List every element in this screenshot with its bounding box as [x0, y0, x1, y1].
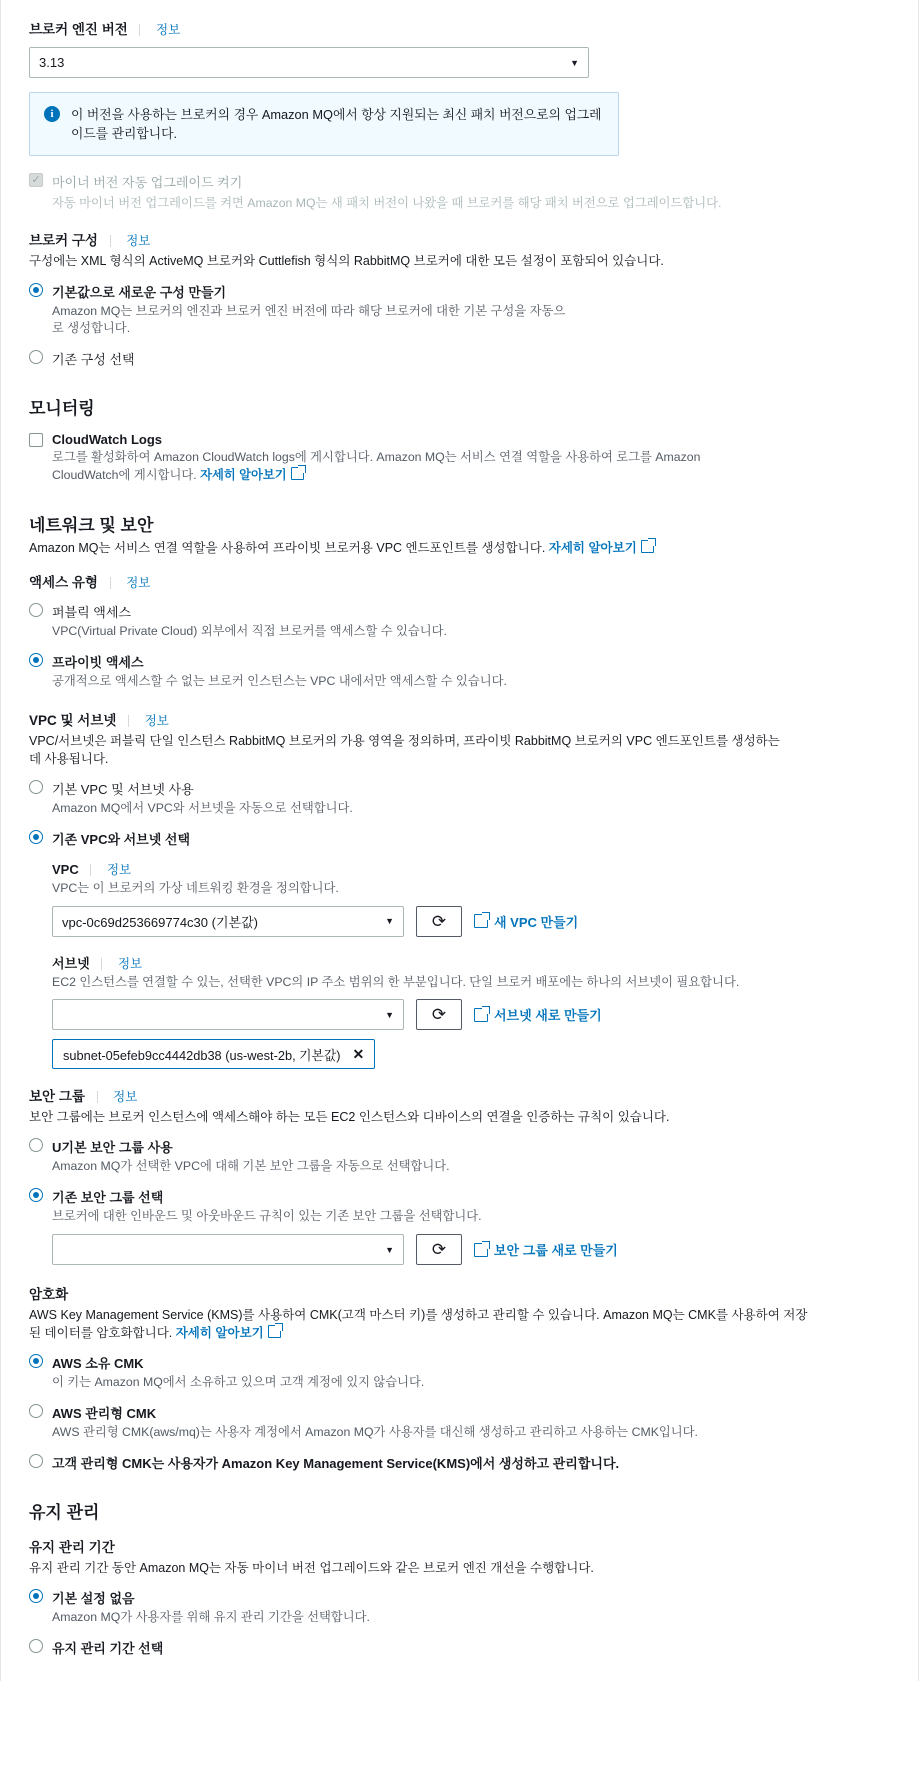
cloudwatch-logs-checkbox[interactable]	[29, 433, 43, 447]
security-group-label: 보안 그룹	[29, 1089, 85, 1105]
chevron-down-icon: ▼	[570, 57, 579, 68]
subnet-field-label: 서브넷	[52, 955, 90, 971]
radio-select-window[interactable]	[29, 1638, 890, 1657]
vpc-field-info-link[interactable]: 정보	[106, 862, 132, 877]
access-type-section	[29, 571, 890, 691]
radio-desc: 이 키는 Amazon MQ에서 소유하고 있으며 고객 계정에 있지 않습니다.	[52, 1375, 425, 1390]
divider	[110, 577, 111, 589]
divider	[97, 1091, 98, 1103]
encryption-desc	[29, 1306, 819, 1342]
access-type-label: 액세스 유형	[29, 574, 98, 590]
subnet-selected-token[interactable]	[52, 1039, 375, 1069]
radio-desc: 브로커에 대한 인바운드 및 아웃바운드 규칙이 있는 기존 보안 그룹을 선택합니다.	[52, 1209, 482, 1224]
network-security-desc	[29, 539, 890, 557]
vpc-refresh-button[interactable]	[416, 906, 462, 937]
radio-label: 기본 설정 없음	[52, 1591, 135, 1607]
radio-label: 기존 보안 그룹 선택	[52, 1190, 164, 1206]
radio-aws-managed-cmk[interactable]	[29, 1403, 890, 1442]
vpc-subnet-section	[29, 709, 890, 1070]
divider	[139, 24, 140, 36]
radio-existing-vpc[interactable]	[29, 829, 890, 848]
radio-icon	[29, 1354, 43, 1368]
radio-icon	[29, 350, 43, 364]
radio-label: 기본값으로 새로운 구성 만들기	[52, 284, 227, 300]
create-security-group-link-label: 보안 그룹 새로 만들기	[494, 1243, 618, 1259]
subnet-field-info-link[interactable]: 정보	[117, 956, 143, 971]
radio-label: 고객 관리형 CMK는 사용자가 Amazon Key Management Service(KMS)에서 생성하고 관리합니다.	[52, 1456, 620, 1472]
radio-icon	[29, 780, 43, 794]
vpc-subnet-desc: VPC/서브넷은 퍼블릭 단일 인스턴스 RabbitMQ 브로커의 가용 영역을 정의하며, 프라이빗 RabbitMQ 브로커의 VPC 엔드포인트를 생성하는 데 사용됩니다.	[29, 733, 780, 766]
radio-private-access[interactable]	[29, 652, 890, 691]
radio-icon	[29, 1188, 43, 1202]
network-security-heading: 네트워크 및 보안	[29, 515, 154, 535]
radio-icon	[29, 1404, 43, 1418]
radio-label: 기본 VPC 및 서브넷 사용	[52, 781, 194, 797]
version-upgrade-callout-text: 이 버전을 사용하는 브로커의 경우 Amazon MQ에서 항상 지원되는 최신 패치 버전으로의 업그레이드를 관리합니다.	[71, 107, 602, 142]
vpc-field-label-row	[52, 860, 890, 878]
radio-icon	[29, 1138, 43, 1152]
broker-configuration-section	[29, 229, 890, 368]
radio-desc: Amazon MQ가 선택한 VPC에 대해 기본 보안 그룹을 자동으로 선택합니다.	[52, 1159, 450, 1174]
radio-icon	[29, 830, 43, 844]
encryption-learn-more-link[interactable]: 자세히 알아보기	[175, 1326, 264, 1341]
radio-icon	[29, 1639, 43, 1653]
subnet-field-group	[52, 953, 890, 1070]
broker-configuration-label: 브로커 구성	[29, 233, 98, 249]
encryption-section	[29, 1283, 890, 1472]
radio-label: 기존 구성 선택	[52, 352, 135, 368]
create-vpc-link-label: 새 VPC 만들기	[494, 914, 579, 930]
auto-minor-upgrade-desc: 자동 마이너 버전 업그레이드를 켜면 Amazon MQ는 새 패치 버전이 나왔을 때 브로커를 해당 패치 버전으로 업그레이드합니다.	[52, 196, 722, 211]
create-vpc-link[interactable]	[474, 912, 578, 931]
broker-engine-version-value: 3.13	[39, 55, 65, 70]
network-learn-more-link[interactable]: 자세히 알아보기	[548, 540, 637, 555]
radio-desc: Amazon MQ에서 VPC와 서브넷을 자동으로 선택합니다.	[52, 800, 353, 815]
vpc-subnet-info-link[interactable]: 정보	[144, 713, 169, 728]
radio-select-existing-config[interactable]	[29, 349, 890, 368]
radio-label: 기존 VPC와 서브넷 선택	[52, 831, 191, 847]
security-group-section	[29, 1085, 890, 1265]
radio-label: AWS 관리형 CMK	[52, 1406, 157, 1422]
security-group-controls	[52, 1234, 890, 1265]
radio-desc: Amazon MQ가 사용자를 위해 유지 관리 기간을 선택합니다.	[52, 1610, 370, 1625]
broker-engine-version-label-row	[29, 18, 890, 38]
divider	[101, 958, 102, 970]
auto-minor-upgrade-checkbox: ✓	[29, 173, 43, 187]
maintenance-window-label: 유지 관리 기간	[29, 1540, 115, 1556]
cloudwatch-logs-label: CloudWatch Logs	[52, 432, 163, 448]
radio-public-access[interactable]	[29, 602, 890, 641]
create-subnet-link-label: 서브넷 새로 만들기	[494, 1008, 602, 1024]
maintenance-window-desc: 유지 관리 기간 동안 Amazon MQ는 자동 마이너 버전 업그레이드와 같은 브로커 엔진 개선을 수행합니다.	[29, 1561, 594, 1576]
security-group-desc: 보안 그룹에는 브로커 인스턴스에 액세스해야 하는 모든 EC2 인스턴스와 디바이스의 연결을 인증하는 규칙이 있습니다.	[29, 1110, 670, 1125]
refresh-icon: ⟳	[431, 1005, 447, 1025]
radio-aws-owned-cmk[interactable]	[29, 1353, 890, 1392]
vpc-select[interactable]	[52, 906, 404, 937]
radio-desc: VPC(Virtual Private Cloud) 외부에서 직접 브로커를 액세스할 수 있습니다.	[52, 623, 447, 638]
cloudwatch-logs-desc-text: 로그를 활성화하여 Amazon CloudWatch logs에 게시합니다. Amazon MQ는 서비스 연결 역할을 사용하여 로그를 Amazon CloudWatch에 게시합니다.	[52, 450, 701, 482]
radio-create-new-config[interactable]	[29, 282, 890, 339]
broker-engine-version-section	[29, 18, 890, 156]
security-group-info-link[interactable]: 정보	[113, 1090, 138, 1105]
radio-desc: Amazon MQ는 브로커의 엔진과 브로커 엔진 버전에 따라 해당 브로커에 대한 기본 구성을 자동으로 생성합니다.	[52, 303, 566, 336]
subnet-field-controls	[52, 999, 890, 1030]
cloudwatch-logs-desc	[52, 449, 752, 485]
subnet-field-label-row	[52, 953, 890, 972]
radio-existing-security-group[interactable]	[29, 1187, 890, 1226]
radio-icon	[29, 1589, 43, 1603]
security-group-select[interactable]	[52, 1234, 404, 1265]
divider	[128, 715, 129, 727]
broker-engine-version-info-link[interactable]: 정보	[156, 23, 181, 37]
external-link-icon	[474, 914, 488, 928]
radio-label: U기본 보안 그룹 사용	[52, 1140, 173, 1156]
radio-icon	[29, 283, 43, 297]
radio-label: 유지 관리 기간 선택	[52, 1640, 164, 1656]
vpc-field-desc: VPC는 이 브로커의 가상 네트워킹 환경을 정의합니다.	[52, 880, 339, 895]
radio-icon	[29, 1454, 43, 1468]
radio-label: 퍼블릭 액세스	[52, 604, 131, 620]
auto-minor-upgrade-label: 마이너 버전 자동 업그레이드 켜기	[52, 175, 243, 191]
radio-default-security-group[interactable]	[29, 1137, 890, 1176]
info-icon: i	[44, 106, 60, 122]
radio-desc: AWS 관리형 CMK(aws/mq)는 사용자 계정에서 Amazon MQ가 사용자를 대신해 생성하고 관리하고 사용하는 CMK입니다.	[52, 1425, 698, 1440]
broker-configuration-desc: 구성에는 XML 형식의 ActiveMQ 브로커와 Cuttlefish 형식의 RabbitMQ 브로커에 대한 모든 설정이 포함되어 있습니다.	[29, 254, 664, 269]
external-link-icon	[641, 540, 654, 553]
radio-desc: 공개적으로 액세스할 수 없는 브로커 인스턴스는 VPC 내에서만 액세스할 수 있습니다.	[52, 673, 507, 688]
close-icon[interactable]: ✕	[352, 1045, 365, 1062]
encryption-desc-text: AWS Key Management Service (KMS)를 사용하여 CMK(고객 마스터 키)를 생성하고 관리할 수 있습니다. Amazon MQ는 CMK를 사용하여 저장된 데이터를 암호화합니다.	[29, 1308, 808, 1341]
security-group-refresh-button[interactable]	[416, 1234, 462, 1265]
vpc-field-label: VPC	[52, 861, 79, 877]
radio-default-vpc[interactable]	[29, 779, 890, 818]
external-link-icon	[291, 467, 304, 480]
create-subnet-link[interactable]	[474, 1005, 602, 1024]
cloudwatch-logs-row[interactable]	[29, 432, 890, 485]
subnet-select[interactable]	[52, 999, 404, 1030]
divider	[110, 235, 111, 247]
refresh-icon: ⟳	[431, 911, 447, 931]
maintenance-window-section	[29, 1536, 890, 1657]
vpc-field-group	[52, 860, 890, 937]
vpc-field-controls	[52, 906, 890, 937]
radio-label: AWS 소유 CMK	[52, 1356, 144, 1372]
broker-configuration-info-link[interactable]: 정보	[126, 234, 151, 249]
cloudwatch-learn-more-link[interactable]: 자세히 알아보기	[200, 467, 287, 482]
chevron-down-icon: ▼	[385, 916, 394, 926]
external-link-icon	[474, 1008, 488, 1022]
access-type-info-link[interactable]: 정보	[126, 575, 151, 590]
radio-customer-managed-cmk[interactable]	[29, 1453, 890, 1472]
broker-configuration-label-row	[29, 229, 890, 249]
network-security-desc-text: Amazon MQ는 서비스 연결 역할을 사용하여 프라이빗 브로커용 VPC 엔드포인트를 생성합니다.	[29, 540, 546, 555]
chevron-down-icon: ▼	[385, 1009, 394, 1020]
version-upgrade-callout	[29, 92, 619, 156]
monitoring-heading: 모니터링	[29, 399, 95, 419]
radio-no-preference[interactable]	[29, 1588, 890, 1627]
subnet-field-desc: EC2 인스턴스를 연결할 수 있는, 선택한 VPC의 IP 주소 범위의 한 부분입니다. 단일 브로커 배포에는 하나의 서브넷이 필요합니다.	[52, 974, 740, 989]
maintenance-heading: 유지 관리	[29, 1503, 100, 1523]
encryption-label: 암호화	[29, 1287, 69, 1303]
create-security-group-link[interactable]	[474, 1240, 618, 1259]
radio-label: 프라이빗 액세스	[52, 654, 144, 670]
access-type-label-row	[29, 571, 890, 591]
subnet-refresh-button[interactable]	[416, 999, 462, 1030]
broker-engine-version-label: 브로커 엔진 버전	[29, 22, 128, 37]
vpc-subnet-label: VPC 및 서브넷	[29, 712, 117, 728]
chevron-down-icon: ▼	[385, 1244, 394, 1255]
radio-icon	[29, 653, 43, 667]
auto-minor-upgrade-row	[29, 172, 890, 211]
external-link-icon	[268, 1325, 281, 1338]
subnet-token-label: subnet-05efeb9cc4442db38 (us-west-2b, 기본값)	[63, 1047, 341, 1063]
radio-icon	[29, 603, 43, 617]
vpc-subnet-label-row	[29, 709, 890, 729]
broker-engine-version-select[interactable]	[29, 47, 589, 78]
security-group-label-row	[29, 1085, 890, 1105]
refresh-icon: ⟳	[431, 1240, 447, 1260]
external-link-icon	[474, 1243, 488, 1257]
vpc-select-value: vpc-0c69d253669774c30 (기본값)	[62, 914, 258, 930]
divider	[90, 864, 91, 876]
